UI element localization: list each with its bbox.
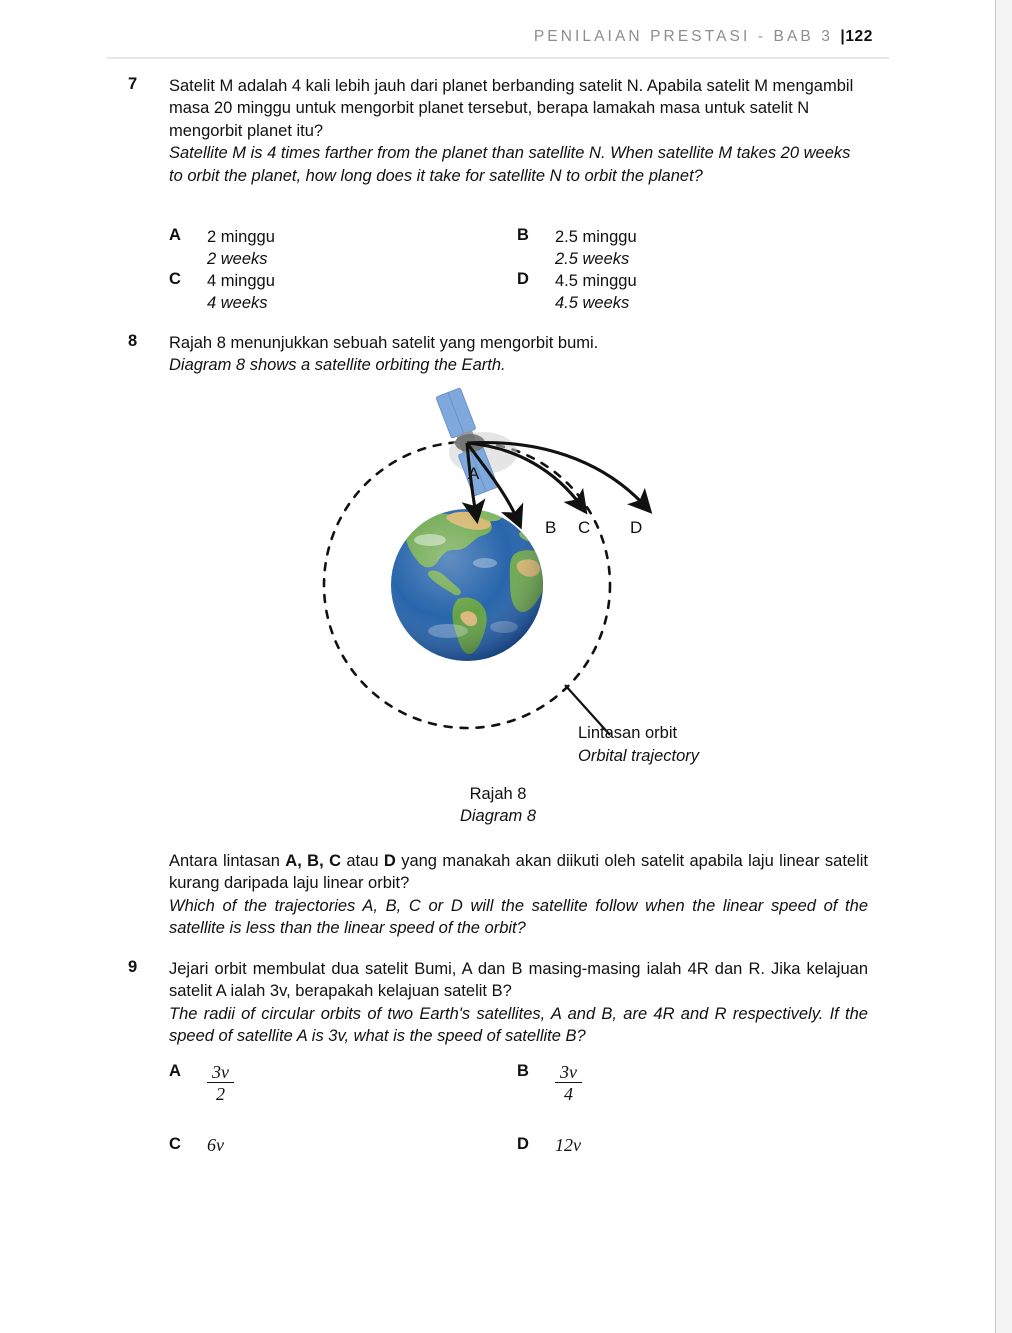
option-9-d[interactable] xyxy=(517,1135,581,1156)
orbit-leader-label xyxy=(578,722,699,768)
option-7-c-text-en: 4 weeks xyxy=(207,294,268,313)
option-9-a-fraction xyxy=(207,1062,234,1104)
option-7-a-label: A xyxy=(169,226,181,244)
option-7-a[interactable] xyxy=(169,226,275,271)
option-9-a-numerator: 3v xyxy=(212,1062,229,1082)
question-8-stem-en: Diagram 8 shows a satellite orbiting the Earth. xyxy=(169,356,506,375)
option-7-c[interactable] xyxy=(169,270,275,315)
diagram-8-caption xyxy=(128,784,868,828)
trajectory-label-c: C xyxy=(578,518,591,537)
option-9-a-denominator: 2 xyxy=(207,1082,234,1104)
question-8-followup xyxy=(128,850,868,940)
question-8 xyxy=(128,332,868,377)
option-7-c-label: C xyxy=(169,270,181,288)
question-7-options xyxy=(169,226,869,312)
page-number: 122 xyxy=(845,28,873,45)
question-8-followup-ms: Antara lintasan A, B, C atau D yang manakah akan diikuti oleh satelit apabila laju linear satelit kurang daripada laju linear orbit? xyxy=(169,852,868,893)
header-divider-bar: | xyxy=(840,28,846,45)
header-chapter: BAB 3 xyxy=(773,28,833,45)
option-7-b-text-ms: 2.5 minggu xyxy=(555,228,637,246)
option-9-d-value: 12v xyxy=(555,1135,581,1155)
header-divider xyxy=(107,57,889,59)
question-9 xyxy=(128,958,868,1048)
option-9-b[interactable] xyxy=(517,1062,582,1104)
question-9-stem-en: The radii of circular orbits of two Earth's satellites, A and B, are 4R and R respectively. If the speed of satellite A is 3v, what is the speed of satellite B? xyxy=(169,1004,868,1046)
question-7-stem-ms: Satelit M adalah 4 kali lebih jauh dari planet berbanding satelit N. Apabila satelit M mengambil masa 20 minggu untuk mengorbit planet tersebut, berapa lamakah masa untuk satelit N mengorbit planet itu? xyxy=(169,77,854,140)
option-7-a-text-en: 2 weeks xyxy=(207,250,268,269)
diagram-caption-en: Diagram 8 xyxy=(459,806,537,825)
option-9-c-label: C xyxy=(169,1135,181,1153)
option-7-c-text-ms: 4 minggu xyxy=(207,272,275,290)
header-separator: - xyxy=(757,28,767,45)
option-9-a[interactable] xyxy=(169,1062,234,1104)
question-9-number: 9 xyxy=(128,958,138,976)
option-7-d-text-ms: 4.5 minggu xyxy=(555,272,637,290)
option-7-d[interactable] xyxy=(517,270,637,315)
option-7-b-text-en: 2.5 weeks xyxy=(555,250,630,269)
question-7 xyxy=(128,75,868,187)
option-9-c-value: 6v xyxy=(207,1135,224,1155)
diagram-caption-ms: Rajah 8 xyxy=(469,785,527,803)
question-7-number: 7 xyxy=(128,75,138,93)
question-7-stem-en: Satellite M is 4 times farther from the planet than satellite N. When satellite M takes 20 weeks to orbit the planet, how long does it take for satellite N to orbit the planet? xyxy=(169,144,851,185)
header-title: PENILAIAN PRESTASI xyxy=(533,28,751,45)
trajectory-label-d: D xyxy=(630,518,643,537)
option-9-b-label: B xyxy=(517,1062,529,1080)
page-scroll-gutter[interactable] xyxy=(995,0,1012,1333)
option-7-d-text-en: 4.5 weeks xyxy=(555,294,630,313)
orbit-label-ms: Lintasan orbit xyxy=(578,724,678,742)
option-9-b-denominator: 4 xyxy=(555,1082,582,1104)
question-9-options xyxy=(169,1062,869,1172)
question-8-stem-ms: Rajah 8 menunjukkan sebuah satelit yang mengorbit bumi. xyxy=(169,334,599,352)
question-8-number: 8 xyxy=(128,332,138,350)
option-9-c[interactable] xyxy=(169,1135,224,1156)
option-9-a-label: A xyxy=(169,1062,181,1080)
page-header xyxy=(534,28,873,46)
option-9-b-fraction xyxy=(555,1062,582,1104)
option-7-a-text-ms: 2 minggu xyxy=(207,228,275,246)
option-9-d-label: D xyxy=(517,1135,529,1153)
trajectory-label-a: A xyxy=(468,464,480,483)
question-9-stem-ms: Jejari orbit membulat dua satelit Bumi, A dan B masing-masing ialah 4R dan R. Jika kelajuan satelit A ialah 3v, berapakah kelajuan satelit B? xyxy=(169,960,868,1001)
orbit-label-en: Orbital trajectory xyxy=(578,746,700,765)
question-8-followup-en: Which of the trajectories A, B, C or D will the satellite follow when the linear speed of the satellite is less than the linear speed of the orbit? xyxy=(169,896,868,938)
option-7-b-label: B xyxy=(517,226,529,244)
option-7-b[interactable] xyxy=(517,226,637,271)
trajectory-label-b: B xyxy=(545,518,557,537)
earth-globe xyxy=(391,507,548,661)
option-7-d-label: D xyxy=(517,270,529,288)
option-9-b-numerator: 3v xyxy=(560,1062,577,1082)
